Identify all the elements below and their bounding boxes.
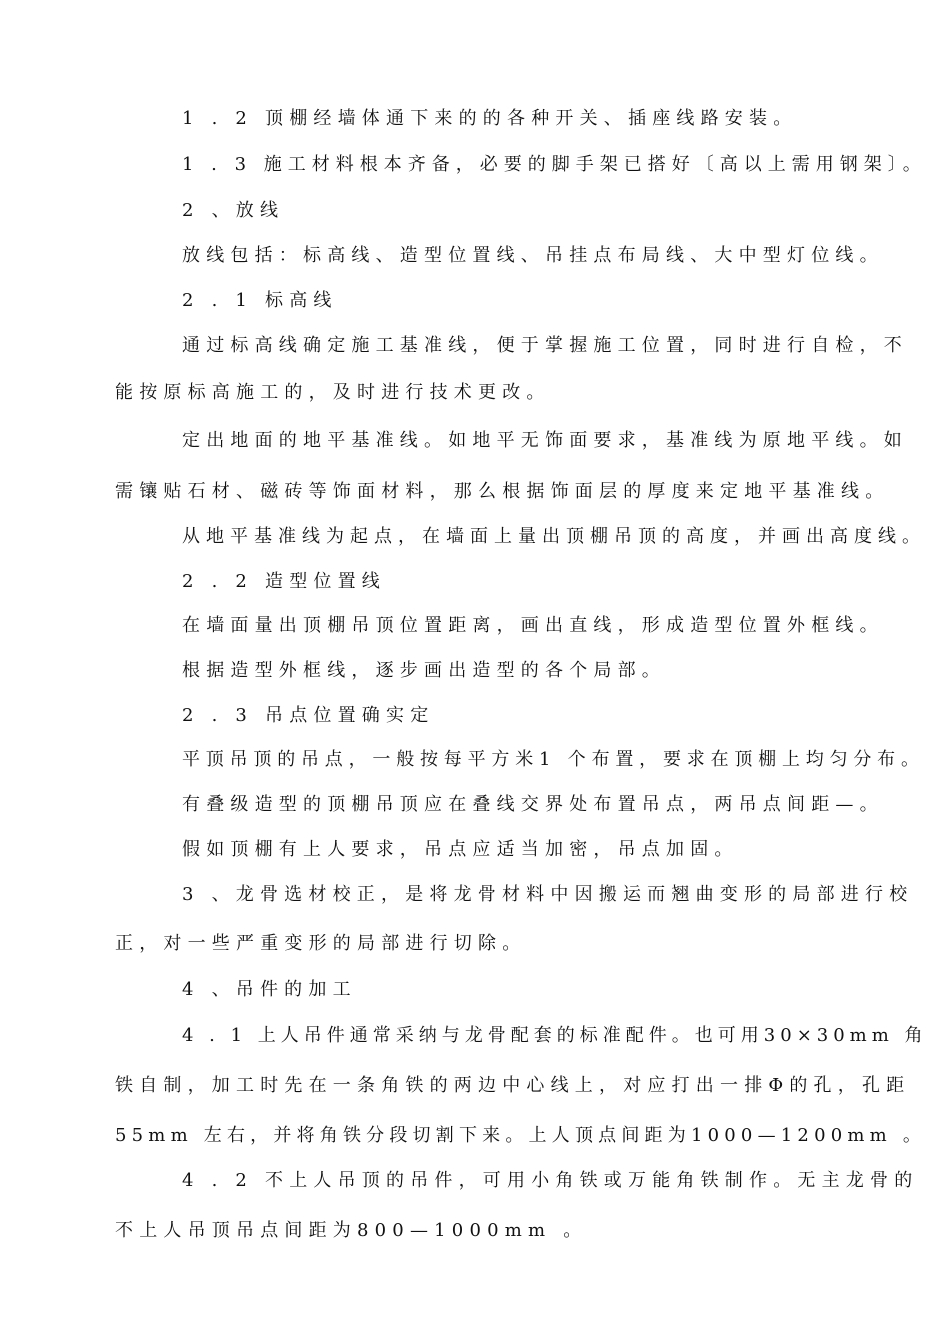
paragraph-4-2-line-1: 4 . 2 不上人吊顶的吊件，可用小角铁或万能角铁制作。无主龙骨的: [182, 1170, 919, 1191]
heading-2-2-shape-position: 2 . 2 造型位置线: [182, 571, 386, 592]
paragraph-4-1-line-3: 55mm 左右，并将角铁分段切割下来。上人顶点间距为1000—1200mm 。: [115, 1125, 927, 1146]
paragraph-shape-parts: 根据造型外框线，逐步画出造型的各个局部。: [182, 660, 666, 681]
paragraph-4-1-line-2: 铁自制，加工时先在一条角铁的两边中心线上，对应打出一排Φ的孔，孔距: [115, 1075, 911, 1096]
line-layout-includes: 放线包括：标高线、造型位置线、吊挂点布局线、大中型灯位线。: [182, 245, 884, 266]
paragraph-shape-outline: 在墙面量出顶棚吊顶位置距离，画出直线，形成造型位置外框线。: [182, 615, 884, 636]
line-1-3-materials: 1 . 3 施工材料根本齐备，必要的脚手架已搭好〔高以上需用钢架〕。: [182, 154, 927, 175]
line-1-2-wiring: 1 . 2 顶棚经墙体通下来的的各种开关、插座线路安装。: [182, 108, 798, 129]
heading-2-1-elevation: 2 . 1 标高线: [182, 290, 338, 311]
heading-2-3-hanging-points: 2 . 3 吊点位置确实定: [182, 705, 435, 726]
paragraph-height-line: 从地平基准线为起点，在墙面上量出顶棚吊顶的高度，并画出高度线。: [182, 526, 926, 547]
paragraph-datum-line-2: 需镶贴石材、磁砖等饰面材料，那么根据饰面层的厚度来定地平基准线。: [115, 481, 890, 502]
paragraph-accessible-ceiling: 假如顶棚有上人要求，吊点应适当加密，吊点加固。: [182, 839, 739, 860]
paragraph-flat-ceiling-points: 平顶吊顶的吊点，一般按每平方米1 个布置，要求在顶棚上均匀分布。: [182, 749, 925, 770]
paragraph-keel-correction-line-2: 正，对一些严重变形的局部进行切除。: [115, 933, 527, 954]
paragraph-elevation-line-1: 通过标高线确定施工基准线，便于掌握施工位置，同时进行自检，不: [182, 335, 908, 356]
paragraph-tiered-ceiling-points: 有叠级造型的顶棚吊顶应在叠线交界处布置吊点，两吊点间距—。: [182, 794, 884, 815]
paragraph-4-2-line-2: 不上人吊顶吊点间距为800—1000mm 。: [115, 1220, 588, 1241]
heading-4-hanger-processing: 4 、吊件的加工: [182, 979, 357, 1000]
paragraph-datum-line-1: 定出地面的地平基准线。如地平无饰面要求，基准线为原地平线。如: [182, 430, 908, 451]
heading-2-layout: 2 、放线: [182, 200, 285, 221]
paragraph-4-1-line-1: 4 . 1 上人吊件通常采纳与龙骨配套的标准配件。也可用30×30mm 角: [182, 1025, 928, 1046]
paragraph-keel-correction-line-1: 3 、龙骨选材校正，是将龙骨材料中因搬运而翘曲变形的局部进行校: [182, 884, 914, 905]
paragraph-elevation-line-2: 能按原标高施工的，及时进行技术更改。: [115, 382, 551, 403]
